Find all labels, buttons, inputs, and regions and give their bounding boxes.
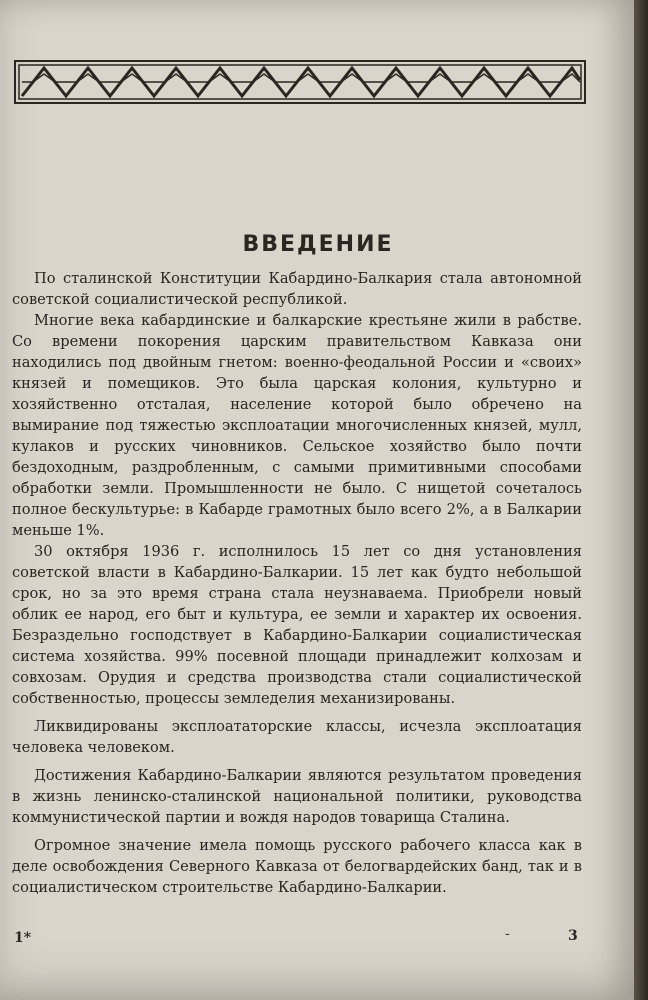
paragraph: По сталинской Конституции Кабардино-Балкария стала автономной советской социалистической республикой. [12, 270, 582, 308]
paragraph: Достижения Кабардино-Балкарии являются результатом проведения в жизнь ленинско-сталинской национальной политики, руководства коммунистической партии и вождя народов товарища Сталина. [12, 767, 582, 826]
paragraph: 30 октября 1936 г. исполнилось 15 лет со дня установления советской власти в Кабардино-Балкарии. 15 лет как будто небольшой срок, но за это время страна стала неузнаваема. Приобрели новый облик ее народ, его быт и культура, ее земли и характер их освоения. Безраздельно господствует в Кабардино-Балкарии социалистическая система хозяйства. 99% посевной площади принадлежит колхозам и совхозам. Орудия и средства производства стали социалистической собственностью, процессы земледелия механизированы. [12, 543, 582, 707]
page-title: ВВЕДЕНИЕ [242, 232, 394, 257]
footer-dash: - [505, 926, 510, 942]
page-number: 3 [568, 928, 578, 944]
paragraph: Ликвидированы эксплоататорские классы, исчезла эксплоатация человека человеком. [12, 718, 582, 756]
body-text [12, 268, 582, 898]
signature-mark: 1* [14, 930, 32, 946]
ornament-border [14, 60, 586, 104]
book-spine-shadow [634, 0, 648, 1000]
paragraph: Огромное значение имела помощь русского рабочего класса как в деле освобождения Северного Кавказа от белогвардейских банд, так и в социалистическом строительстве Кабардино-Балкарии. [12, 837, 582, 896]
paragraph: Многие века кабардинские и балкарские крестьяне жили в рабстве. Со времени покорения царским правительством Кавказа они находились под двойным гнетом: военно-феодальной России и «своих» князей и помещиков. Это была царская колония, культурно и хозяйственно отсталая, население которой было обречено на вымирание под тяжестью эксплоатации многочисленных князей, мулл, кулаков и русских чиновников. Сельское хозяйство было почти бездоходным, раздробленным, с самыми примитивными способами обработки земли. Промышленности не было. С нищетой сочеталось полное бескультурье: в Кабарде грамотных было всего 2%, а в Балкарии меньше 1%. [12, 312, 582, 539]
